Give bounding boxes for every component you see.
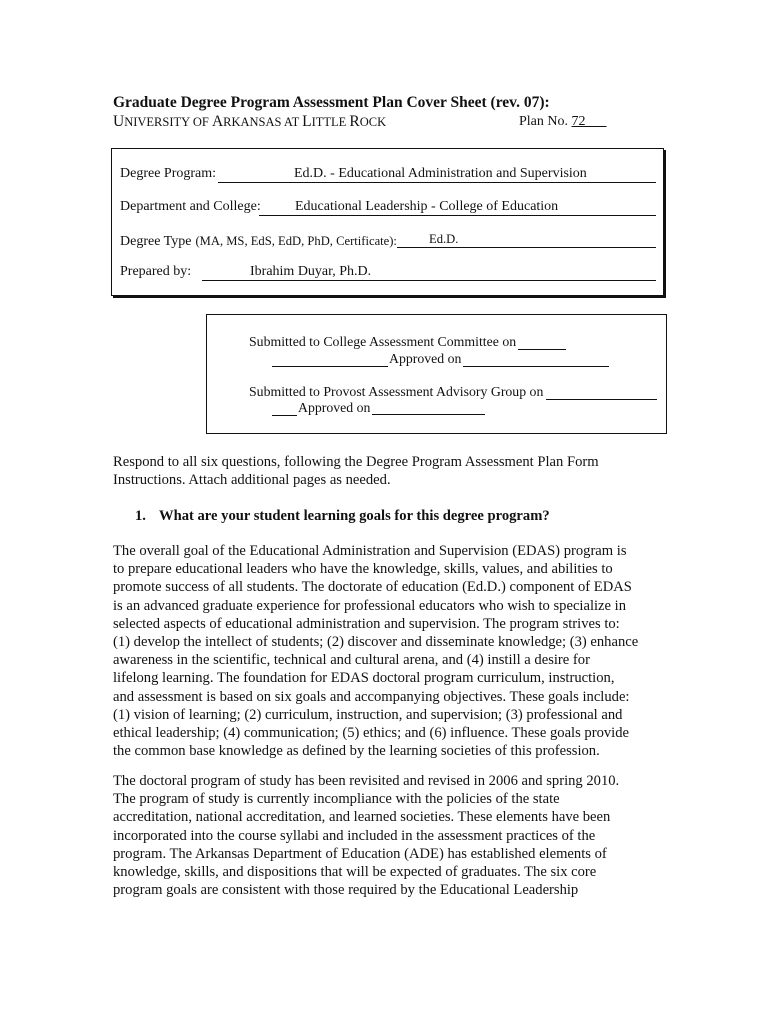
degree-type-field[interactable]: Ed.D. [429,232,459,246]
degree-type-line [397,247,656,248]
prepared-by-line [202,280,656,281]
degree-program-line [218,182,656,183]
college-approved-date[interactable] [463,366,609,367]
department-line [259,215,656,216]
college-approved-blank[interactable] [272,366,388,367]
answer-paragraph-1: The overall goal of the Educational Administration and Supervision (EDAS) program is to prepare educational leaders who have the knowledge, skills, values, and abilities to promote success of all students. The doctorate of education (Ed.D.) component of EDAS is an advanced graduate experience for professional educators who wish to specialize in selected aspects of educational administration and supervision. The program strives to: (1) develop the intellect of students; (2) discover and disseminate knowledge; (3) enhance awareness in the scientific, technical and cultural arena, and (4) instill a desire for lifelong learning. The foundation for EDAS doctoral program curriculum, instruction, and assessment is based on six goals and accompanying objectives. These goals include: (1) vision of learning; (2) curriculum, instruction, and supervision; (3) professional and ethical leadership; (4) communication; (5) ethics; and (6) influence. These goals provide the common base knowledge as defined by the learning societies of this profession. [113,543,639,760]
college-approved-label: Approved on [389,351,462,366]
document-title: Graduate Degree Program Assessment Plan Cover Sheet (rev. 07): [113,94,550,111]
college-committee-text: Submitted to College Assessment Committee on [249,334,517,349]
plan-number: Plan No. 72 [519,114,586,129]
prepared-by-field[interactable]: Ibrahim Duyar, Ph.D. [250,264,372,279]
prepared-by-label: Prepared by: [120,264,192,279]
question-1-number: 1. [135,508,146,524]
provost-approved-label: Approved on [298,400,371,415]
instructions-text: Respond to all six questions, following the Degree Program Assessment Plan Form Instructions. Attach additional pages as needed. [113,454,599,489]
provost-submitted-date[interactable] [546,399,657,400]
answer-paragraph-2: The doctoral program of study has been revisited and revised in 2006 and spring 2010. The program of study is currently incompliance with the policies of the state accreditation, national accreditation, and learned societies. These elements have been incorporated into the course syllabi and included in the assessment practices of the program. The Arkansas Department of Education (ADE) has established elements of knowledge, skills, and dispositions that will be expected of graduates. The six core program goals are consistent with those required by the Educational Leadership [113,773,620,899]
department-field[interactable]: Educational Leadership - College of Education [295,199,559,214]
submission-box [206,314,667,434]
degree-type-label: Degree Type (MA, MS, EdS, EdD, PhD, Certificate): [120,234,397,249]
provost-group-text: Submitted to Provost Assessment Advisory Group on [249,384,544,399]
department-label: Department and College: [120,199,261,214]
college-submitted-date[interactable] [518,349,566,350]
degree-program-field[interactable]: Ed.D. - Educational Administration and Supervision [294,166,587,181]
question-1-heading: What are your student learning goals for this degree program? [159,508,550,524]
degree-program-label: Degree Program: [120,166,217,181]
plan-number-value[interactable]: 72 [571,114,586,129]
provost-approved-date[interactable] [372,414,485,415]
university-name: UNIVERSITY OF ARKANSAS AT LITTLE ROCK [113,113,387,130]
provost-approved-blank[interactable] [272,415,297,416]
